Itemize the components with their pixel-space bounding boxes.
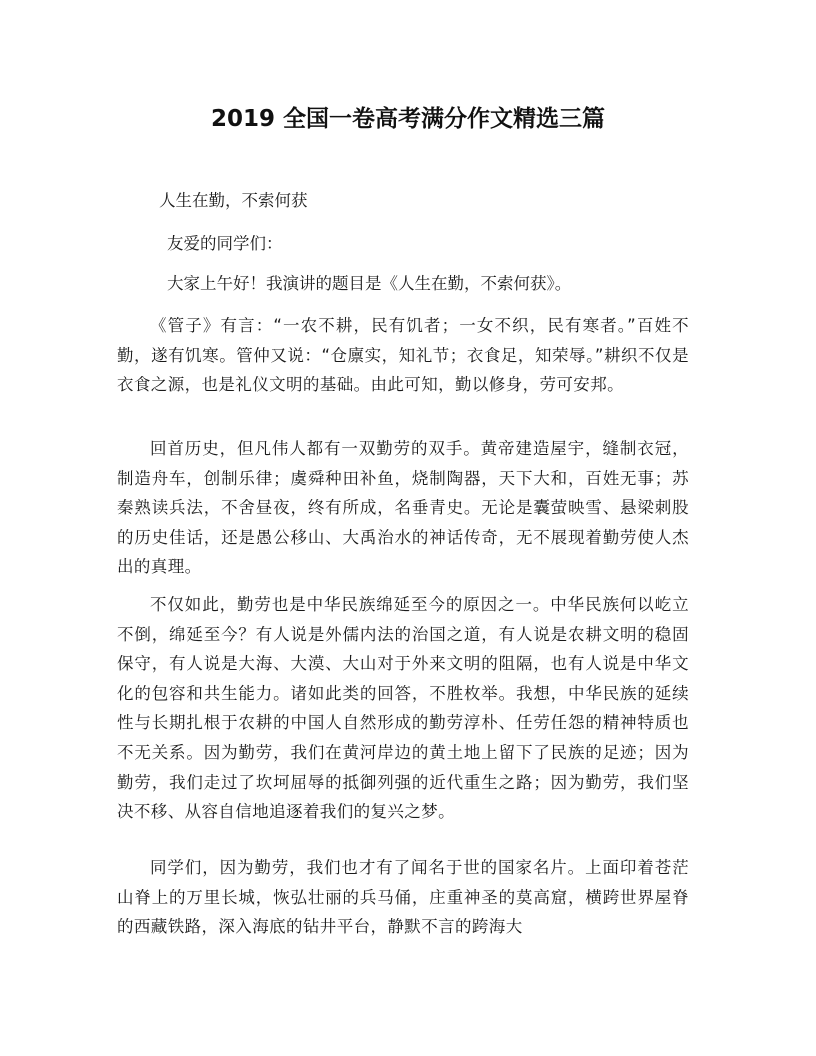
opening-line: 大家上午好！我演讲的题目是《人生在勤，不索何获》。 [167, 274, 572, 293]
paragraph-guanzi: 《管子》有言：“一农不耕，民有饥者；一女不织，民有寒者。”百姓不勤，遂有饥寒。管仲又说：“仓廪实，知礼节；衣食足，知荣辱。”耕织不仅是衣食之源，也是礼仪文明的基础。由此可知，勤以修身，劳可安邦。 [117, 316, 689, 395]
paragraph-history: 回首历史，但凡伟人都有一双勤劳的双手。黄帝建造屋宇，缝制衣冠，制造舟车，创制乐律；虞舜种田补鱼，烧制陶器，天下大和，百姓无事；苏秦熟读兵法，不舍昼夜，终有所成，名垂青史。无论是囊萤映雪、悬梁刺股的历史佳话，还是愚公移山、大禹治水的神话传奇，无不展现着勤劳使人杰出的真理。 [117, 439, 689, 577]
essay-title: 人生在勤，不索何获 [159, 191, 308, 210]
paragraph-classmates: 同学们，因为勤劳，我们也才有了闻名于世的国家名片。上面印着苍茫山脊上的万里长城，恢弘壮丽的兵马俑，庄重神圣的莫高窟，横跨世界屋脊的西藏铁路，深入海底的钻井平台，静默不言的跨海大 [117, 858, 689, 937]
paragraph-nation: 不仅如此，勤劳也是中华民族绵延至今的原因之一。中华民族何以屹立不倒，绵延至今？有人说是外儒内法的治国之道，有人说是农耕文明的稳固保守，有人说是大海、大漠、大山对于外来文明的阻隔，也有人说是中华文化的包容和共生能力。诸如此类的回答，不胜枚举。我想，中华民族的延续性与长期扎根于农耕的中国人自然形成的勤劳淳朴、任劳任怨的精神特质也不无关系。因为勤劳，我们在黄河岸边的黄土地上留下了民族的足迹；因为勤劳，我们走过了坎坷屈辱的抵御列强的近代重生之路；因为勤劳，我们坚决不移、从容自信地追逐着我们的复兴之梦。 [117, 595, 689, 822]
document-title: 2019 全国一卷高考满分作文精选三篇 [210, 106, 606, 132]
greeting: 友爱的同学们： [167, 234, 283, 253]
